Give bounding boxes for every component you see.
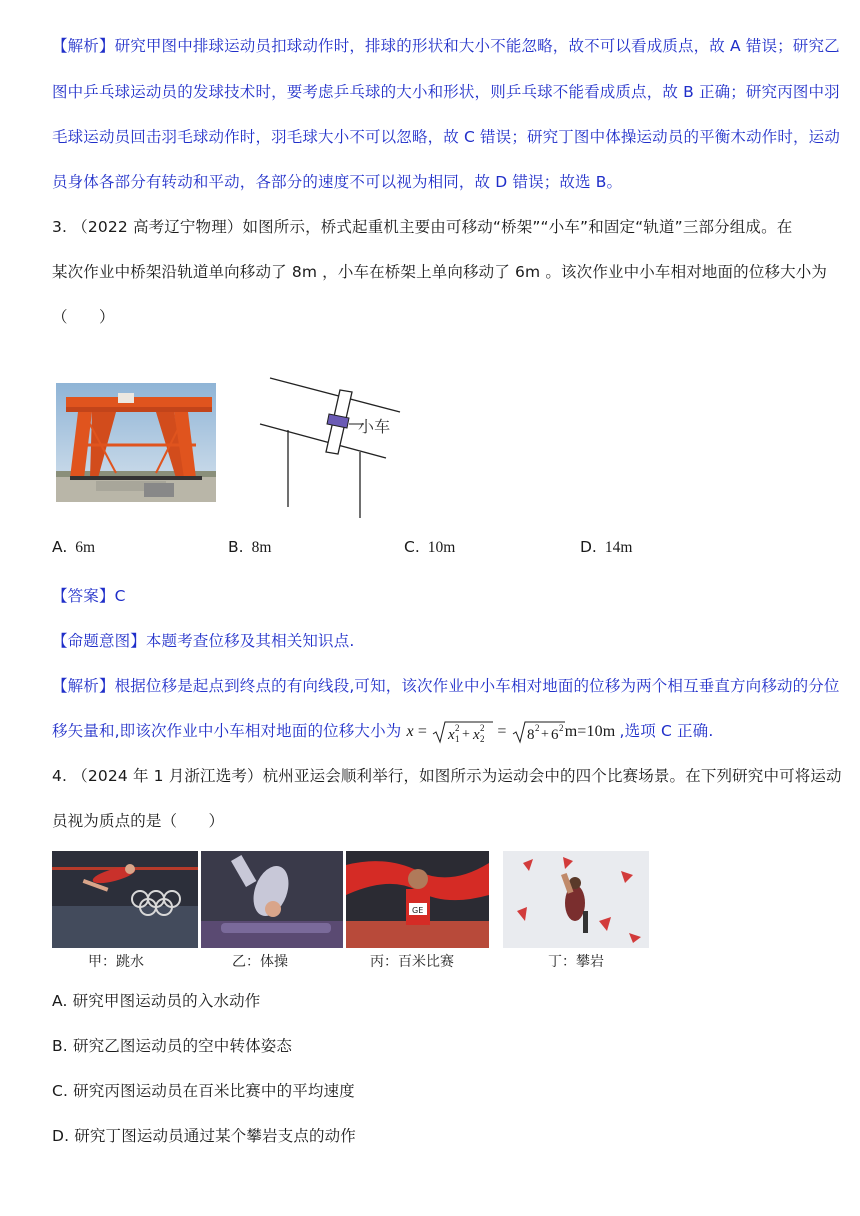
option-value: 6m	[75, 539, 96, 556]
q3-option-d	[580, 538, 632, 557]
option-letter: D.	[580, 538, 597, 556]
svg-text:2: 2	[455, 723, 460, 734]
svg-text:2: 2	[558, 723, 564, 734]
q3-question-line-1: 3. （2022 高考辽宁物理）如图所示，桥式起重机主要由可移动“桥架”“小车”和固定“轨道”三部分组成。在	[52, 218, 793, 236]
option-value: 14m	[604, 539, 633, 556]
diagram-label-cart: 小车	[358, 417, 391, 436]
displacement-formula: x = x 1 2 + x 2 2 = 8 2 + 6 2 m=10m	[406, 723, 619, 740]
svg-text:2: 2	[534, 723, 540, 734]
q2-analysis-line-2: 图中乒乓球运动员的发球技术时，要考虑乒乓球的大小和形状，则乒乓球不能看成质点，故 B 正确；研究丙图中羽	[52, 83, 840, 101]
q4-option-b: B. 研究乙图运动员的空中转体姿态	[52, 1037, 293, 1055]
q3-answer: 【答案】C	[52, 587, 126, 605]
q3-option-a	[52, 538, 95, 557]
photo-gymnastics	[201, 851, 343, 948]
option-letter: A.	[52, 538, 68, 556]
q3-analysis-line-2	[52, 719, 713, 744]
svg-text:2: 2	[480, 723, 485, 734]
photo-diving	[52, 851, 198, 948]
option-letter: C.	[404, 538, 420, 556]
analysis-text-suffix: ,选项 C 正确.	[619, 722, 714, 740]
q4-option-a: A. 研究甲图运动员的入水动作	[52, 992, 261, 1010]
svg-text:+: +	[540, 727, 549, 743]
svg-text:2: 2	[480, 734, 485, 745]
option-value: 10m	[427, 539, 456, 556]
svg-text:x: x	[473, 727, 481, 744]
svg-text:8: 8	[526, 727, 535, 744]
q3-option-c	[404, 538, 455, 557]
svg-text:1: 1	[455, 734, 460, 745]
q2-analysis-line-1: 【解析】研究甲图中排球运动员扣球动作时，排球的形状和大小不能忽略，故不可以看成质点，故 A 错误；研究乙	[52, 37, 840, 55]
option-letter: B.	[228, 538, 244, 556]
crane-photo	[56, 383, 216, 502]
q3-question-line-3: （ ）	[52, 308, 115, 326]
svg-text:GE: GE	[412, 906, 424, 915]
caption-climbing: 丁：攀岩	[548, 954, 604, 970]
q3-analysis-line-1: 【解析】根据位移是起点到终点的有向线段,可知，该次作业中小车相对地面的位移为两个相互垂直方向移动的分位	[52, 677, 840, 695]
q2-analysis-line-4: 员身体各部分有转动和平动，各部分的速度不可以视为相同，故 D 错误；故选 B。	[52, 173, 623, 191]
option-value: 8m	[251, 539, 272, 556]
svg-text:x: x	[448, 727, 456, 744]
photo-climbing	[503, 851, 649, 948]
svg-text:6: 6	[550, 727, 559, 744]
q2-analysis-line-3: 毛球运动员回击羽毛球动作时，羽毛球大小不可以忽略，故 C 错误；研究丁图中体操运动员的平衡木动作时，运动	[52, 128, 840, 146]
q4-option-c: C. 研究丙图运动员在百米比赛中的平均速度	[52, 1082, 355, 1100]
sqrt-x1-x2-icon	[431, 720, 493, 744]
q4-option-d: D. 研究丁图运动员通过某个攀岩支点的动作	[52, 1127, 356, 1145]
caption-gymnastics: 乙：体操	[232, 954, 288, 970]
q3-intent: 【命题意图】本题考查位移及其相关知识点.	[52, 632, 355, 650]
sqrt-8-6-icon	[511, 720, 565, 744]
analysis-text: 移矢量和,即该次作业中小车相对地面的位移大小为	[52, 722, 402, 740]
q3-option-b	[228, 538, 271, 557]
q4-question-line-2: 员视为质点的是（ ）	[52, 812, 225, 830]
svg-text:+: +	[462, 727, 471, 743]
caption-diving: 甲：跳水	[88, 954, 144, 970]
q3-question-line-2: 某次作业中桥架沿轨道单向移动了 8m ，小车在桥架上单向移动了 6m 。该次作业中小车相对地面的位移大小为	[52, 263, 828, 281]
crane-diagram	[252, 372, 452, 520]
q4-question-line-1: 4. （2024 年 1 月浙江选考）杭州亚运会顺利举行，如图所示为运动会中的四个比赛场景。在下列研究中可将运动	[52, 767, 842, 785]
photo-sprint	[346, 851, 489, 948]
caption-sprint: 丙：百米比赛	[370, 954, 454, 970]
